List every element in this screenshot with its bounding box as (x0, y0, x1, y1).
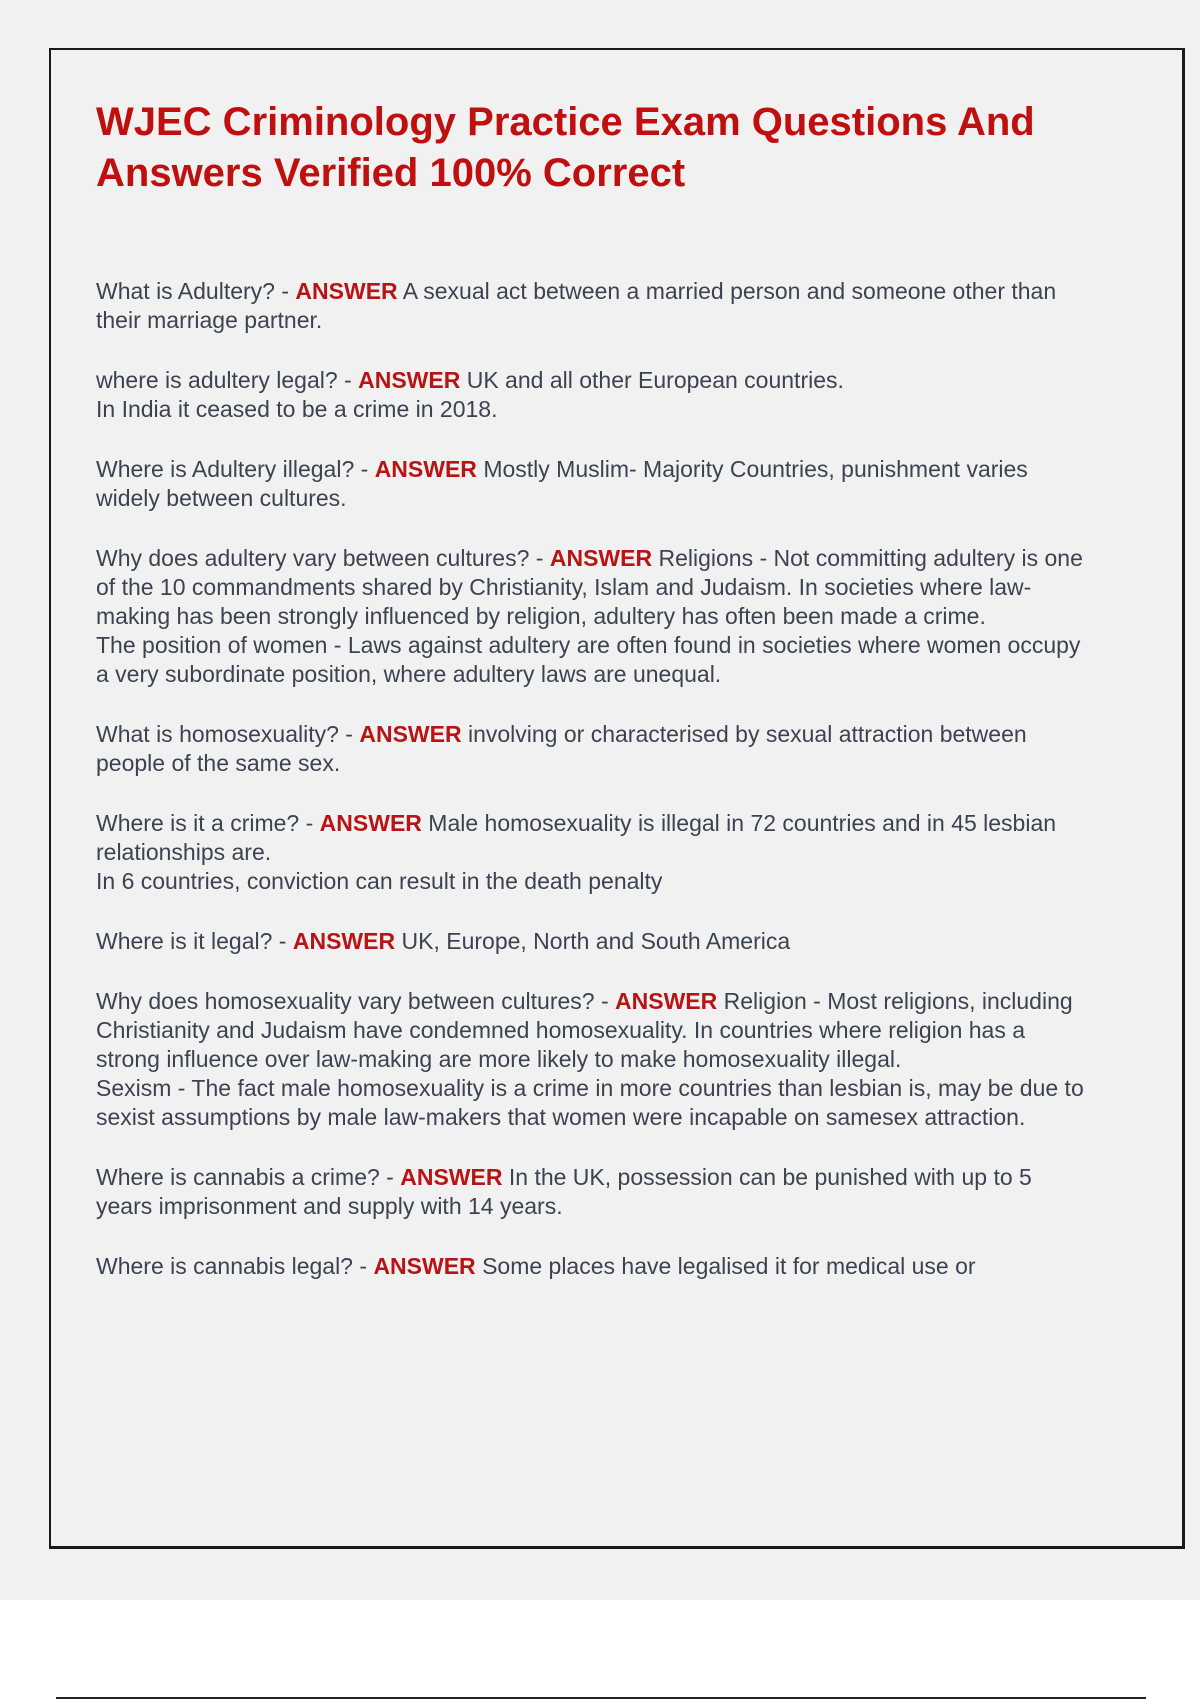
answer-text: Male homosexuality is illegal in 72 countries and in 45 lesbian relationships are. (96, 810, 1057, 865)
answer-text: UK and all other European countries. (466, 367, 844, 393)
question-separator: - (299, 810, 320, 836)
qa-list (96, 277, 1092, 1312)
document-title: WJEC Criminology Practice Exam Questions And Answers Verified 100% Correct (96, 100, 1035, 195)
question-text: Why does adultery vary between cultures? (96, 545, 530, 571)
question-separator: - (594, 988, 616, 1014)
answer-text: A sexual act between a married person and someone other than their marriage partner. (96, 278, 1057, 333)
question-separator: - (274, 278, 296, 304)
qa-item (96, 366, 1092, 424)
qa-item (96, 455, 1092, 513)
answer-label: ANSWER (400, 1164, 503, 1190)
answer-label: ANSWER (358, 367, 461, 393)
answer-continuation: In India it ceased to be a crime in 2018. (96, 396, 498, 422)
next-page-area (0, 1600, 1200, 1700)
qa-item (96, 277, 1092, 335)
qa-item (96, 927, 1092, 956)
answer-label: ANSWER (359, 721, 462, 747)
question-separator: - (338, 721, 360, 747)
qa-item (96, 720, 1092, 778)
qa-line (96, 455, 1092, 513)
qa-line (96, 927, 1092, 956)
question-separator: - (337, 367, 359, 393)
answer-text: involving or characterised by sexual attraction between people of the same sex. (96, 721, 1027, 776)
question-separator: - (379, 1164, 401, 1190)
qa-item (96, 809, 1092, 896)
answer-text: UK, Europe, North and South America (401, 928, 791, 954)
question-separator: - (354, 456, 375, 482)
qa-line (96, 544, 1092, 631)
answer-label: ANSWER (549, 545, 653, 571)
question-text: Where is Adultery illegal? (96, 456, 355, 482)
qa-item (96, 544, 1092, 689)
answer-label: ANSWER (615, 988, 718, 1014)
qa-item (96, 1163, 1092, 1221)
qa-line (96, 366, 1092, 395)
qa-item (96, 1252, 1092, 1281)
answer-label: ANSWER (373, 1253, 476, 1279)
answer-continuation: In 6 countries, conviction can result in the death penalty (96, 868, 663, 894)
question-text: What is Adultery? (96, 278, 275, 304)
qa-line (96, 809, 1092, 867)
answer-continuation: Sexism - The fact male homosexuality is a crime in more countries than lesbian is, may be due to sexist assumptions by male law-makers that women were incapable on samesex attraction. (96, 1075, 1084, 1130)
qa-item (96, 987, 1092, 1132)
question-text: Why does homosexuality vary between cultures? (96, 988, 595, 1014)
question-text: What is homosexuality? (96, 721, 339, 747)
answer-label: ANSWER (319, 810, 422, 836)
qa-line (96, 987, 1092, 1074)
answer-text: Some places have legalised it for medical use or (482, 1253, 976, 1279)
qa-line (96, 277, 1092, 335)
page-divider (56, 1697, 1146, 1699)
answer-text: Religion - Most religions, including Christianity and Judaism have condemned homosexuality. In countries where religion has a strong influence over law-making are more likely to make homosexuality illegal. (96, 988, 1073, 1072)
answer-label: ANSWER (292, 928, 396, 954)
answer-label: ANSWER (374, 456, 477, 482)
question-separator: - (352, 1253, 374, 1279)
answer-text: In the UK, possession can be punished with up to 5 years imprisonment and supply with 14 years. (96, 1164, 1032, 1219)
answer-continuation: The position of women - Laws against adultery are often found in societies where women occupy a very subordinate position, where adultery laws are unequal. (96, 632, 1081, 687)
question-text: where is adultery legal? (96, 367, 338, 393)
answer-label: ANSWER (295, 278, 398, 304)
qa-line (96, 1163, 1092, 1221)
question-separator: - (529, 545, 550, 571)
answer-text: Mostly Muslim- Majority Countries, punishment varies widely between cultures. (96, 456, 1028, 511)
answer-text: Religions - Not committing adultery is one of the 10 commandments shared by Christianity, Islam and Judaism. In societies where law-making has been strongly influenced by religion, adultery has often been made a crime. (96, 545, 1083, 629)
question-text: Where is cannabis legal? (96, 1253, 353, 1279)
qa-line (96, 1252, 1092, 1281)
qa-line (96, 720, 1092, 778)
question-text: Where is it legal? (96, 928, 273, 954)
question-separator: - (272, 928, 293, 954)
question-text: Where is it a crime? (96, 810, 300, 836)
question-text: Where is cannabis a crime? (96, 1164, 380, 1190)
